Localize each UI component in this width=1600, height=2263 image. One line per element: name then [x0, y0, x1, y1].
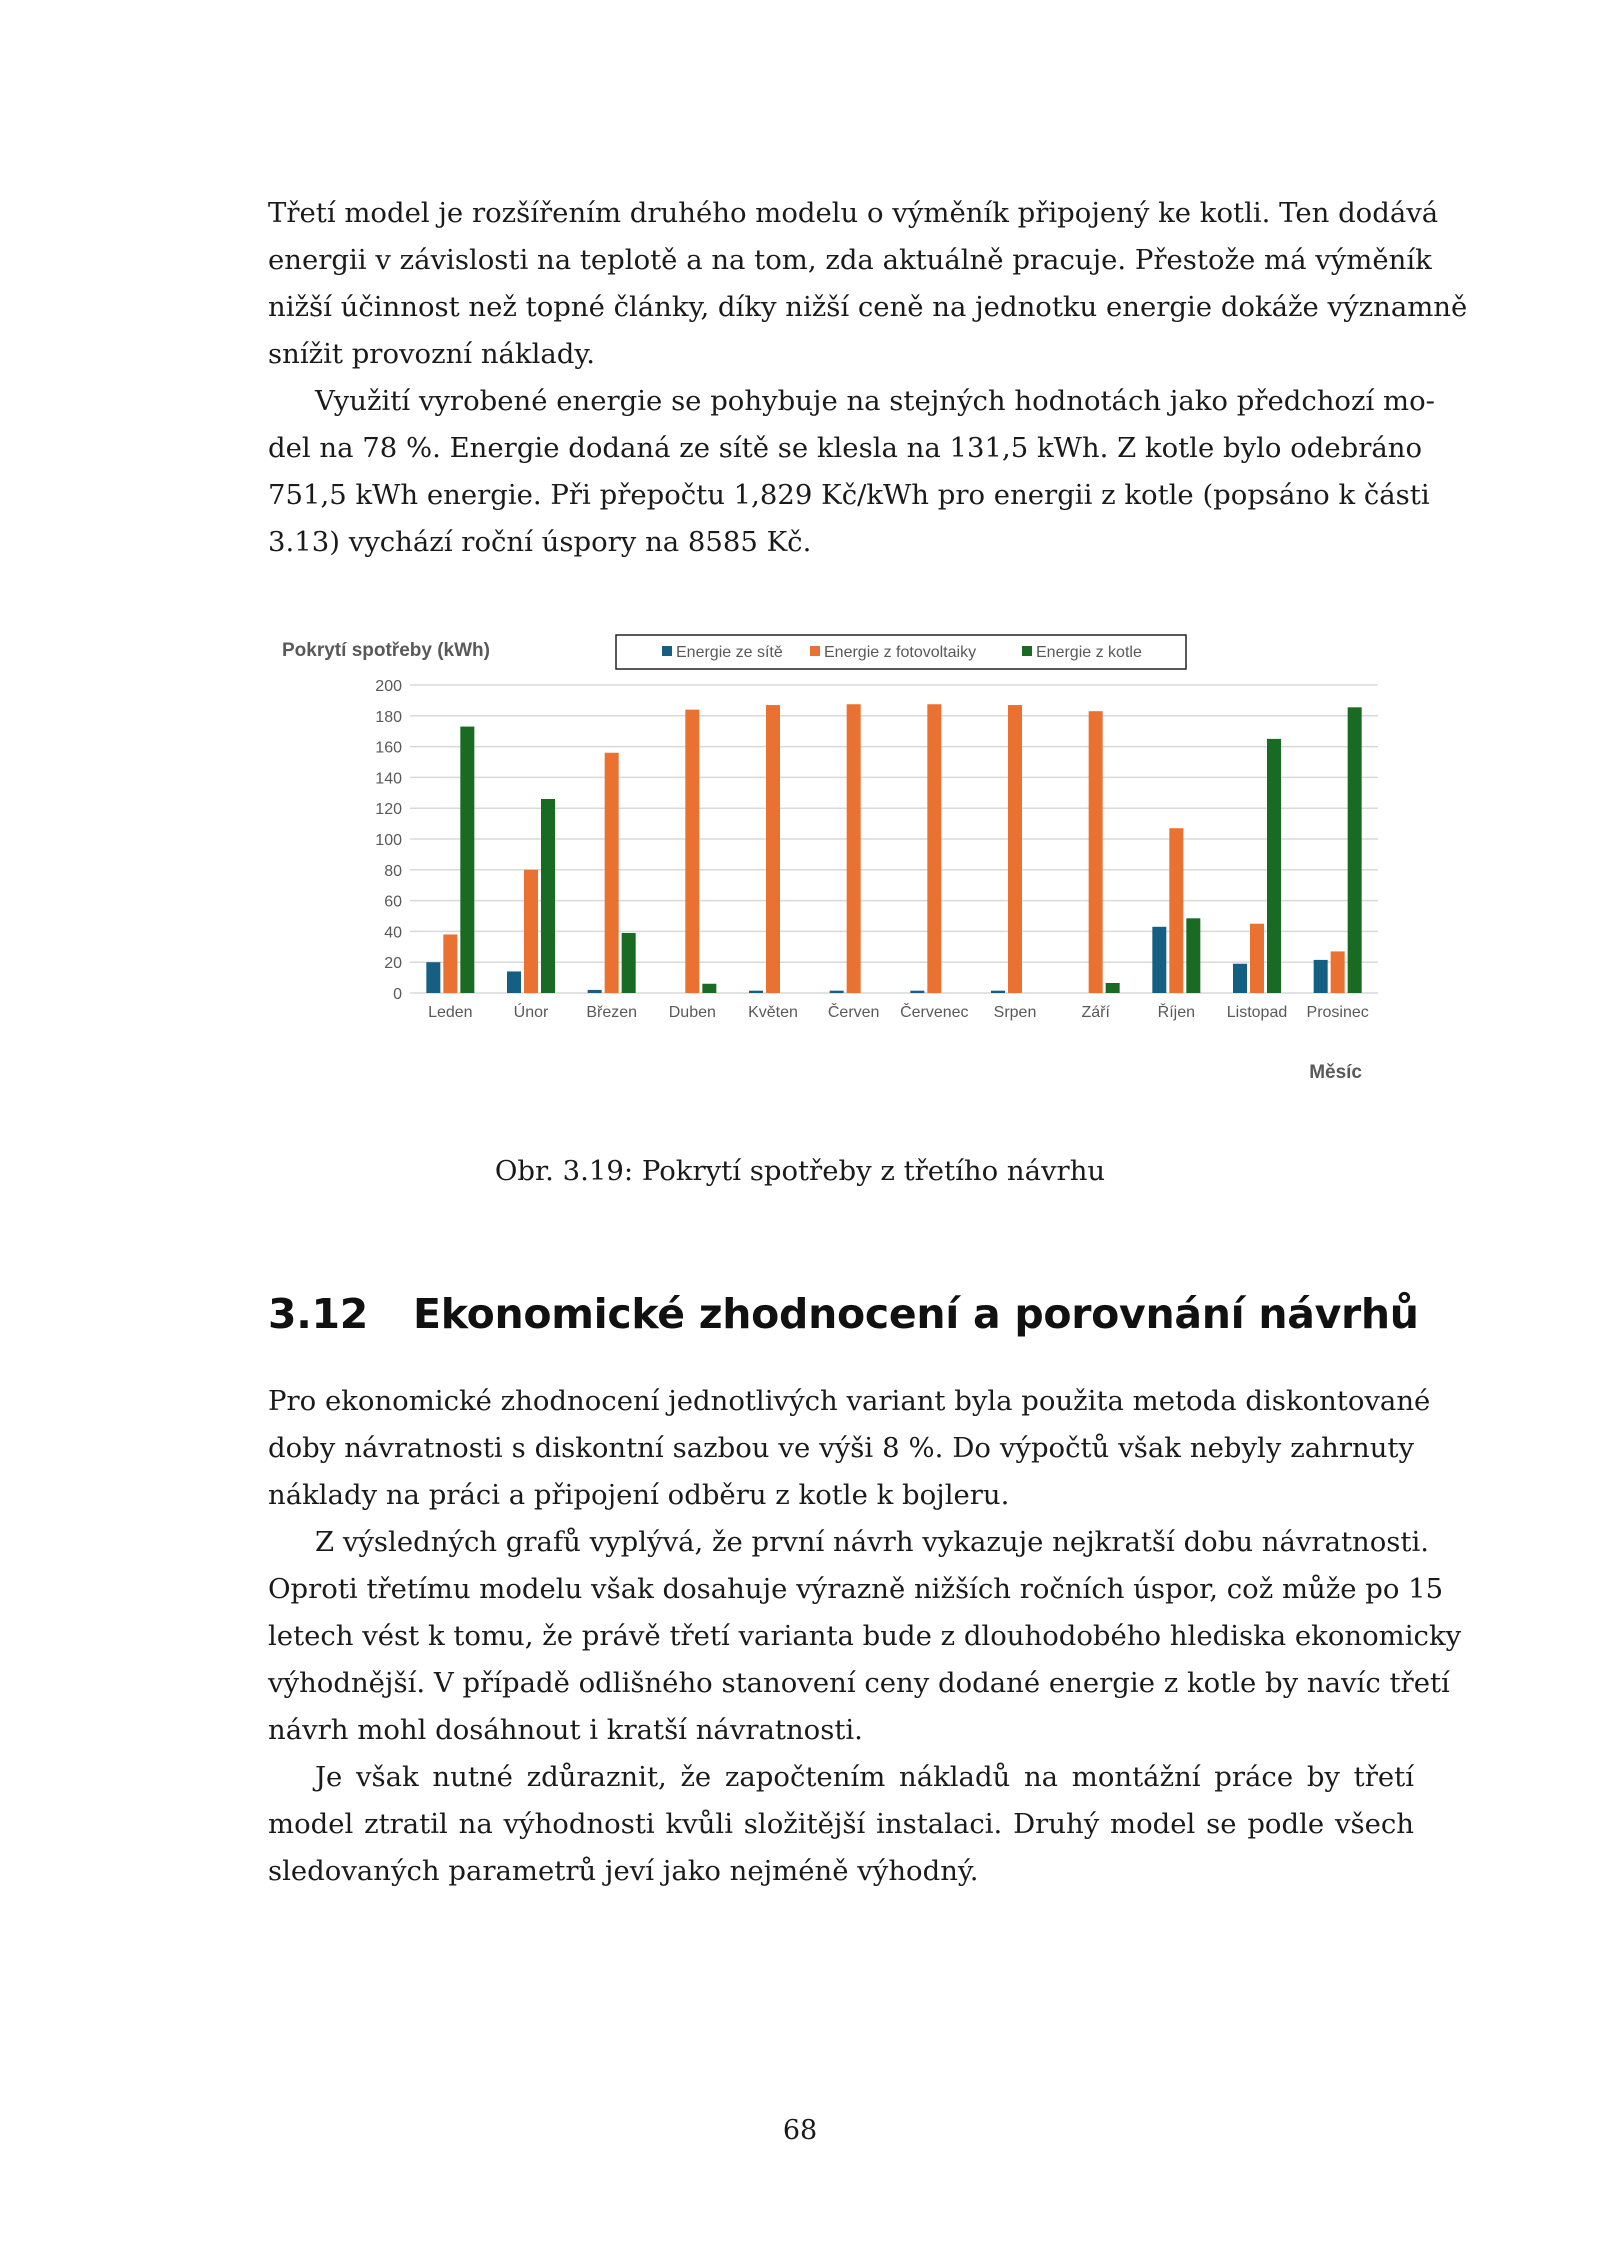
- figure-caption: Obr. 3.19: Pokrytí spotřeby z třetího návrhu: [494, 1155, 1106, 1187]
- bar-boiler: [460, 727, 474, 993]
- y-tick-label: 40: [384, 924, 402, 942]
- text-line: model ztratil na výhodnosti kvůli složitější instalaci. Druhý model se podle všech: [268, 1808, 1414, 1840]
- body-text-bottom: [268, 1378, 1462, 1895]
- section-number: 3.12: [268, 1290, 368, 1338]
- bar-boiler: [1106, 983, 1120, 993]
- bar-grid: [830, 991, 844, 993]
- bar-grid: [910, 991, 924, 993]
- y-tick-label: 60: [384, 893, 402, 911]
- bar-chart: [270, 630, 1400, 1100]
- x-tick-label: Duben: [668, 1004, 716, 1021]
- y-tick-label: 180: [375, 708, 402, 726]
- text-line: 3.13) vychází roční úspory na 8585 Kč.: [268, 526, 812, 558]
- y-axis-title: Pokrytí spotřeby (kWh): [282, 640, 490, 661]
- y-tick-label: 80: [384, 862, 402, 880]
- bar-pv: [927, 704, 941, 993]
- x-tick-label: Únor: [513, 1004, 549, 1021]
- paragraph: [268, 190, 1468, 378]
- text-line: 751,5 kWh energie. Při přepočtu 1,829 Kč/kWh pro energii z kotle (popsáno k části: [268, 479, 1430, 511]
- x-tick-label: Březen: [586, 1004, 638, 1021]
- section-title: Ekonomické zhodnocení a porovnání návrhů: [413, 1290, 1419, 1338]
- x-tick-label: Leden: [428, 1004, 473, 1021]
- bar-boiler: [541, 799, 555, 993]
- y-tick-label: 160: [375, 739, 402, 757]
- x-axis-title: Měsíc: [1309, 1062, 1362, 1083]
- paragraph: [268, 1754, 1414, 1895]
- text-line: Využití vyrobené energie se pohybuje na stejných hodnotách jako předchozí mo-: [315, 385, 1435, 417]
- grid-lines: [410, 685, 1378, 993]
- x-tick-label: Září: [1081, 1004, 1110, 1021]
- y-tick-labels: [375, 678, 402, 1003]
- legend-label: Energie z kotle: [1036, 644, 1142, 661]
- bar-pv: [524, 870, 538, 993]
- x-tick-label: Srpen: [993, 1004, 1037, 1021]
- bar-boiler: [702, 984, 716, 993]
- bar-grid: [1314, 960, 1328, 993]
- bar-pv: [1008, 705, 1022, 993]
- text-line: Oproti třetímu modelu však dosahuje výrazně nižších ročních úspor, což může po 15: [268, 1573, 1444, 1605]
- x-tick-label: Listopad: [1226, 1004, 1288, 1021]
- bar-grid: [1152, 927, 1166, 993]
- bar-pv: [605, 753, 619, 993]
- text-line: snížit provozní náklady.: [268, 338, 596, 370]
- text-line: doby návratnosti s diskontní sazbou ve výši 8 %. Do výpočtů však nebyly zahrnuty: [268, 1432, 1414, 1464]
- bar-boiler: [1267, 739, 1281, 993]
- x-tick-label: Červen: [827, 1004, 880, 1021]
- text-line: del na 78 %. Energie dodaná ze sítě se klesla na 131,5 kWh. Z kotle bylo odebráno: [268, 432, 1423, 464]
- x-tick-label: Červenec: [900, 1004, 969, 1021]
- bar-boiler: [1186, 918, 1200, 993]
- bar-boiler: [622, 933, 636, 993]
- text-line: návrh mohl dosáhnout i kratší návratnosti.: [268, 1714, 863, 1746]
- bar-pv: [1169, 828, 1183, 993]
- text-line: energii v závislosti na teplotě a na tom, zda aktuálně pracuje. Přestože má výměník: [268, 244, 1432, 276]
- text-line: Z výsledných grafů vyplývá, že první návrh vykazuje nejkratší dobu návratnosti.: [315, 1526, 1429, 1558]
- paragraph: [268, 378, 1435, 566]
- bar-pv: [1331, 951, 1345, 993]
- text-line: výhodnější. V případě odlišného stanovení ceny dodané energie z kotle by navíc třetí: [268, 1667, 1450, 1699]
- text-line: Třetí model je rozšířením druhého modelu o výměník připojený ke kotli. Ten dodává: [268, 197, 1439, 229]
- legend-swatch: [1022, 646, 1032, 656]
- bar-pv: [1250, 924, 1264, 993]
- paragraph: [268, 1378, 1431, 1519]
- bar-grid: [749, 991, 763, 993]
- bar-grid: [991, 991, 1005, 993]
- bar-pv: [847, 704, 861, 993]
- bar-pv: [685, 710, 699, 993]
- legend-label: Energie ze sítě: [676, 644, 783, 661]
- x-tick-label: Prosinec: [1306, 1004, 1369, 1021]
- bar-pv: [1089, 711, 1103, 993]
- text-line: nižší účinnost než topné články, díky nižší ceně na jednotku energie dokáže významně: [268, 291, 1468, 323]
- y-tick-label: 0: [393, 986, 402, 1003]
- chart-legend: [616, 635, 1186, 669]
- bar-grid: [1233, 964, 1247, 993]
- section-heading: [268, 1290, 1419, 1338]
- bar-pv: [766, 705, 780, 993]
- legend-swatch: [810, 646, 820, 656]
- text-line: Pro ekonomické zhodnocení jednotlivých variant byla použita metoda diskontované: [268, 1385, 1431, 1417]
- text-line: Je však nutné zdůraznit, že započtením nákladů na montážní práce by třetí: [315, 1761, 1414, 1793]
- y-tick-label: 120: [375, 801, 402, 819]
- page-number: 68: [782, 2115, 818, 2146]
- paragraph: [268, 1519, 1462, 1754]
- text-line: letech vést k tomu, že právě třetí varianta bude z dlouhodobého hlediska ekonomicky: [268, 1620, 1462, 1652]
- bar-grid: [426, 962, 440, 993]
- legend-label: Energie z fotovoltaiky: [824, 644, 977, 661]
- x-tick-label: Květen: [748, 1004, 798, 1021]
- x-tick-label: Říjen: [1157, 1004, 1196, 1021]
- text-line: sledovaných parametrů jeví jako nejméně výhodný.: [268, 1855, 979, 1887]
- text-line: náklady na práci a připojení odběru z kotle k bojleru.: [268, 1479, 1010, 1511]
- x-tick-labels: [428, 1002, 1369, 1021]
- legend-swatch: [662, 646, 672, 656]
- y-tick-label: 140: [375, 770, 402, 788]
- bar-grid: [507, 971, 521, 993]
- bar-pv: [443, 934, 457, 993]
- y-tick-label: 100: [375, 832, 402, 849]
- y-tick-label: 200: [375, 678, 402, 695]
- bars: [426, 704, 1361, 993]
- y-tick-label: 20: [384, 955, 402, 973]
- bar-grid: [588, 990, 602, 993]
- body-text-top: [268, 190, 1468, 566]
- bar-boiler: [1348, 707, 1362, 993]
